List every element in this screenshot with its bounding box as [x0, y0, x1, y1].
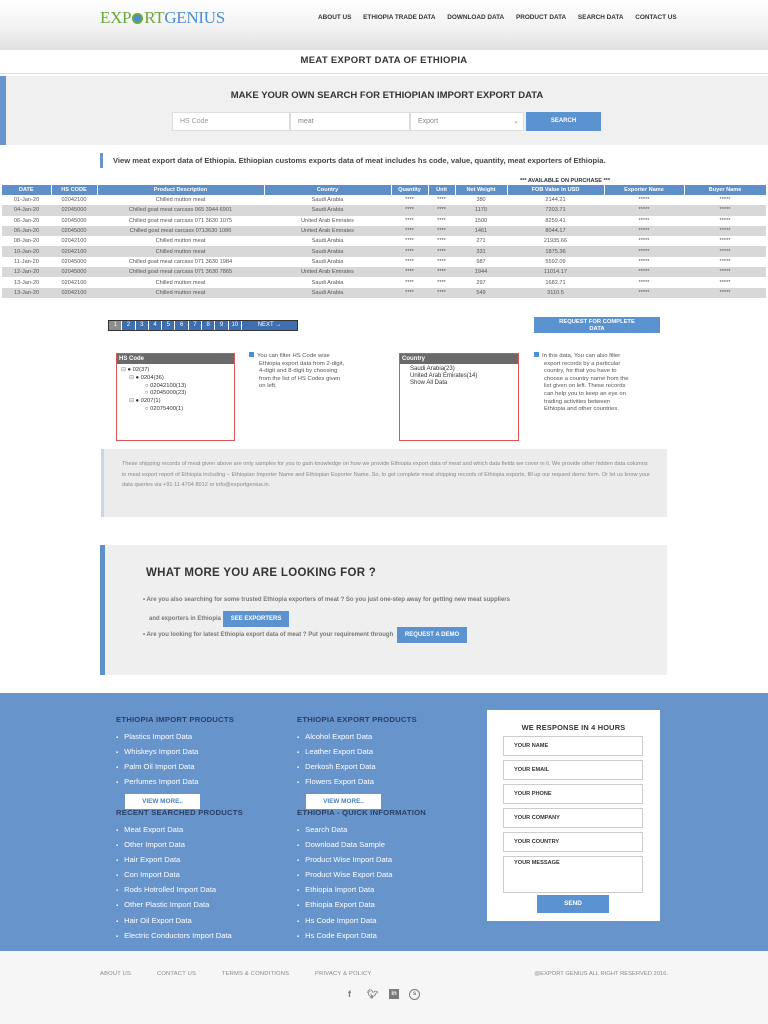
- what-more-heading: WHAT MORE YOU ARE LOOKING FOR ?: [146, 567, 377, 579]
- country-option[interactable]: United Arab Emirates(14): [410, 373, 478, 379]
- request-complete-data-button[interactable]: [534, 317, 660, 333]
- table-cell: *****: [604, 195, 684, 205]
- type-select[interactable]: [410, 112, 524, 131]
- type-select-value: Export: [418, 118, 439, 125]
- page-link[interactable]: 5: [162, 321, 175, 330]
- table-row: [2, 195, 766, 205]
- table-cell: Chilled goat meat carcass 065 3944 6901: [97, 205, 264, 215]
- table-cell: Saudi Arabia: [264, 288, 391, 298]
- table-cell: 1461: [455, 226, 507, 236]
- logo[interactable]: EXP RTGENIUS: [100, 8, 225, 27]
- table-cell: Chilled goat meat carcass 071 3630 1075: [97, 216, 264, 226]
- table-cell: *****: [604, 226, 684, 236]
- footer-link[interactable]: ▪ Whiskeys Import Data: [116, 745, 234, 760]
- table-header-cell: Net Weight: [455, 185, 507, 195]
- tree-node-label: 02(37): [132, 367, 150, 373]
- table-cell: 1500: [455, 216, 507, 226]
- table-cell: 987: [455, 257, 507, 267]
- footer-link[interactable]: ▪ Ethiopia Import Data: [297, 883, 426, 898]
- twitter-icon[interactable]: 🐦︎: [366, 989, 379, 999]
- facebook-icon[interactable]: f: [348, 989, 351, 999]
- page-link[interactable]: 7: [189, 321, 202, 330]
- what-more-section: [100, 545, 667, 675]
- table-cell: 7203.71: [507, 205, 604, 215]
- table-cell: 08-Jan-20: [2, 236, 51, 246]
- table-cell: 1875.36: [507, 246, 604, 256]
- table-cell: 331: [455, 246, 507, 256]
- chevron-down-icon: ⌄: [513, 118, 519, 125]
- request-btn-line2: DATA: [589, 325, 605, 332]
- divider: [0, 73, 768, 74]
- footer-quick-info: [297, 808, 426, 944]
- table-cell: ****: [428, 267, 455, 277]
- table-cell: ****: [391, 226, 428, 236]
- search-panel: [0, 76, 768, 145]
- table-cell: 10-Jan-20: [2, 246, 51, 256]
- tree-node-label: 02045000(23): [150, 390, 187, 397]
- footer-link[interactable]: ▪ Product Wise Import Data: [297, 853, 426, 868]
- table-header-cell: Product Description: [97, 185, 264, 195]
- table-row: [2, 267, 766, 277]
- table-cell: 13-Jan-20: [2, 288, 51, 298]
- table-cell: *****: [684, 257, 766, 267]
- table-header-cell: Unit: [428, 185, 455, 195]
- table-cell: *****: [684, 277, 766, 287]
- table-row: [2, 288, 766, 298]
- available-note: *** AVAILABLE ON PURCHASE ***: [520, 178, 611, 184]
- search-button[interactable]: SEARCH: [526, 112, 601, 131]
- table-cell: Chilled mutton meat: [97, 277, 264, 287]
- table-cell: Saudi Arabia: [264, 277, 391, 287]
- copyright: @EXPORT GENIUS ALL RIGHT RESERVED 2016.: [534, 971, 668, 977]
- table-cell: 8259.41: [507, 216, 604, 226]
- footer-col-title: RECENT SEARCHED PRODUCTS: [116, 808, 243, 817]
- table-cell: ****: [428, 205, 455, 215]
- table-cell: 8044.17: [507, 226, 604, 236]
- table-cell: ****: [428, 226, 455, 236]
- table-cell: 02042100: [51, 195, 97, 205]
- table-cell: ****: [391, 288, 428, 298]
- table-cell: ****: [428, 236, 455, 246]
- table-cell: 02045000: [51, 257, 97, 267]
- table-cell: *****: [604, 257, 684, 267]
- table-cell: United Arab Emirates: [264, 267, 391, 277]
- page-title: MEAT EXPORT DATA OF ETHIOPIA: [300, 55, 468, 66]
- country-filter-title: Country: [400, 354, 518, 364]
- table-cell: 02042100: [51, 246, 97, 256]
- footer-link[interactable]: ▪ Hair Oil Export Data: [116, 914, 243, 929]
- request-btn-line1: REQUEST FOR COMPLETE: [559, 318, 635, 325]
- nav-search-data[interactable]: SEARCH DATA: [577, 14, 624, 21]
- country-option[interactable]: Show All Data: [410, 380, 448, 386]
- table-cell: Chilled mutton meat: [97, 288, 264, 298]
- page-link[interactable]: 2: [122, 321, 135, 330]
- country-option[interactable]: Saudi Arabia(23): [410, 366, 455, 372]
- hs-filter-help: You can filter HS Code wise Ethiopia export data from 2-digit, 4-digit and 8-digit by choosing from the list of HS Codes given on left.: [249, 352, 344, 391]
- footer-link[interactable]: ▪ Alcohol Export Data: [297, 730, 417, 745]
- linkedin-icon[interactable]: in: [389, 989, 399, 999]
- tree-node-label: 02042100(13): [150, 382, 187, 389]
- hs-code-filter[interactable]: [116, 353, 235, 441]
- footer-link[interactable]: ▪ Palm Oil Import Data: [116, 760, 234, 775]
- footer-link[interactable]: ▪ Con Import Data: [116, 868, 243, 883]
- bottom-link-terms[interactable]: TERMS & CONDITIONS: [221, 971, 290, 977]
- table-cell: ****: [391, 205, 428, 215]
- table-cell: 1170: [455, 205, 507, 215]
- table-cell: *****: [604, 246, 684, 256]
- page-link[interactable]: 4: [149, 321, 162, 330]
- table-cell: 02045000: [51, 267, 97, 277]
- table-cell: *****: [684, 246, 766, 256]
- footer-import-products: [116, 715, 234, 809]
- tree-node[interactable]: ○ 02045000(23): [145, 390, 187, 397]
- footer-link[interactable]: ▪ Other Import Data: [116, 838, 243, 853]
- table-header-cell: Buyer Name: [684, 185, 766, 195]
- bottom-bar: [0, 951, 768, 1024]
- table-cell: *****: [684, 288, 766, 298]
- question-demo: • Are you looking for latest Ethiopia export data of meat ? Put your requirement through REQUEST A DEMO: [143, 627, 467, 643]
- footer-link[interactable]: ▪ Hair Export Data: [116, 853, 243, 868]
- table-cell: *****: [604, 288, 684, 298]
- table-cell: Chilled mutton meat: [97, 246, 264, 256]
- table-cell: *****: [604, 267, 684, 277]
- table-cell: ****: [391, 236, 428, 246]
- table-cell: *****: [684, 216, 766, 226]
- country-field[interactable]: YOUR COUNTRY: [503, 832, 643, 852]
- table-cell: 02042100: [51, 288, 97, 298]
- table-cell: 02045000: [51, 226, 97, 236]
- table-cell: ****: [428, 257, 455, 267]
- form-title: WE RESPONSE IN 4 HOURS: [521, 723, 626, 732]
- table-row: [2, 236, 766, 246]
- country-filter[interactable]: [399, 353, 519, 441]
- tree-node[interactable]: ⊟ ● 02(37): [121, 367, 150, 373]
- table-header-cell: Country: [264, 185, 391, 195]
- sample-notes: These shipping records of meat given above are only samples for you to gain knowledge on how we provide Ethiopia export data of meat and which data fields we cover in it. We provide other hidden data columns in meat export report of Ethiopia including – Ethiopian Importer Name and Ethiopian Exporter Name. So, to get complete meat shipping records of Ethiopia exports, fill up our request demo form. Or let us know your data queries via +91 11 4704 8012 or info@exportgenius.in.: [101, 449, 667, 517]
- table-cell: 01-Jan-20: [2, 195, 51, 205]
- page-link[interactable]: 1: [109, 321, 122, 330]
- page-link[interactable]: 9: [215, 321, 228, 330]
- skype-icon[interactable]: s: [409, 989, 420, 1000]
- footer-link[interactable]: ▪ Hs Code Export Data: [297, 929, 426, 944]
- table-header-cell: Exporter Name: [604, 185, 684, 195]
- nav-download-data[interactable]: DOWNLOAD DATA: [447, 14, 505, 21]
- footer-col-title: ETHIOPIA - QUICK INFORMATION: [297, 808, 427, 817]
- footer-link[interactable]: ▪ Electric Conductors Import Data: [116, 929, 243, 944]
- checkbox-icon: [534, 352, 539, 357]
- table-cell: 1682.71: [507, 277, 604, 287]
- hs-code-tree: [117, 364, 234, 414]
- table-cell: ****: [428, 288, 455, 298]
- table-cell: 5592.09: [507, 257, 604, 267]
- table-row: [2, 226, 766, 236]
- footer-link[interactable]: ▪ Derkosh Export Data: [297, 760, 417, 775]
- table-header-row: [2, 185, 766, 195]
- site-header: [0, 0, 768, 50]
- table-cell: *****: [684, 226, 766, 236]
- footer-link[interactable]: ▪ Rods Hotrolled Import Data: [116, 883, 243, 898]
- table-row: [2, 246, 766, 256]
- table-cell: 1944: [455, 267, 507, 277]
- page-link[interactable]: 3: [136, 321, 149, 330]
- footer-link[interactable]: ▪ Product Wise Export Data: [297, 868, 426, 883]
- footer-link[interactable]: ▪ Meat Export Data: [116, 823, 243, 838]
- page-link[interactable]: 10: [229, 321, 242, 330]
- message-field[interactable]: YOUR MESSAGE: [503, 856, 643, 893]
- footer-link[interactable]: ▪ Ethiopia Export Data: [297, 898, 426, 913]
- table-cell: ****: [428, 195, 455, 205]
- table-cell: *****: [684, 205, 766, 215]
- bottom-link-about[interactable]: ABOUT US: [100, 971, 132, 977]
- table-cell: United Arab Emirates: [264, 216, 391, 226]
- contact-form: [487, 710, 660, 921]
- table-cell: 11014.17: [507, 267, 604, 277]
- table-cell: 04-Jan-20: [2, 205, 51, 215]
- table-row: [2, 205, 766, 215]
- footer-export-products: [297, 715, 417, 809]
- table-cell: *****: [604, 205, 684, 215]
- intro-text: View meat export data of Ethiopia. Ethiopian customs exports data of meat includes hs code, value, quantity, meat exporters of Ethiopia.: [100, 153, 660, 168]
- question-exporters: • Are you also searching for some trusted Ethiopia exporters of meat ? So you just one-step away for getting new meat suppliers: [143, 597, 510, 603]
- table-cell: Chilled goat meat carcass 071 3630 7865: [97, 267, 264, 277]
- send-button[interactable]: SEND: [537, 895, 609, 913]
- footer-link[interactable]: ▪ Download Data Sample: [297, 838, 426, 853]
- question-exporters-cont: and exporters in Ethiopia SEE EXPORTERS: [149, 611, 289, 627]
- export-data-table: [2, 185, 767, 298]
- country-filter-help: In this data, You can also filter export records by a particular country, for that you have to choose a country name from the list given on left. These records can help you to keep an eye on trading activities between Ethiopia and other countries.: [534, 352, 628, 414]
- tree-node[interactable]: ⊟ ● 0204(36): [129, 374, 164, 381]
- table-cell: 271: [455, 236, 507, 246]
- table-cell: ****: [391, 267, 428, 277]
- checkbox-icon: [249, 352, 254, 357]
- table-cell: 06-Jan-20: [2, 216, 51, 226]
- next-page-button[interactable]: NEXT →: [242, 321, 297, 330]
- table-cell: 380: [455, 195, 507, 205]
- table-cell: *****: [604, 277, 684, 287]
- table-cell: ****: [428, 246, 455, 256]
- footer-link[interactable]: ▪ Plastics Import Data: [116, 730, 234, 745]
- table-cell: 02042100: [51, 277, 97, 287]
- nav-contact-us[interactable]: CONTACT US: [635, 14, 677, 21]
- footer-link[interactable]: ▪ Search Data: [297, 823, 426, 838]
- nav-ethiopia-trade-data[interactable]: ETHIOPIA TRADE DATA: [363, 14, 436, 21]
- request-demo-button[interactable]: REQUEST A DEMO: [397, 627, 467, 643]
- table-row: [2, 257, 766, 267]
- tree-node[interactable]: ⊟ ● 0207(1): [129, 398, 161, 405]
- tree-node-label: 02075400(1): [150, 405, 184, 412]
- footer-col-title: ETHIOPIA EXPORT PRODUCTS: [297, 715, 417, 724]
- table-cell: 2144.21: [507, 195, 604, 205]
- table-cell: *****: [684, 267, 766, 277]
- company-field[interactable]: YOUR COMPANY: [503, 808, 643, 828]
- table-cell: 13-Jan-20: [2, 277, 51, 287]
- table-cell: ****: [391, 246, 428, 256]
- footer-recent-searched: [116, 808, 243, 944]
- tree-node[interactable]: ○ 02075400(1): [145, 405, 184, 412]
- table-cell: 3110.5: [507, 288, 604, 298]
- table-cell: ****: [391, 257, 428, 267]
- table-cell: 02042100: [51, 236, 97, 246]
- table-cell: ****: [391, 195, 428, 205]
- email-field[interactable]: YOUR EMAIL: [503, 760, 643, 780]
- table-header-cell: FOB Value In USD: [507, 185, 604, 195]
- table-cell: 11-Jan-20: [2, 257, 51, 267]
- tree-node-label: 0207(1): [140, 398, 161, 405]
- globe-icon: [132, 13, 143, 24]
- table-cell: Chilled goat meat carcass 071 3630 1984: [97, 257, 264, 267]
- table-cell: *****: [684, 195, 766, 205]
- table-cell: 12-Jan-20: [2, 267, 51, 277]
- table-header-cell: DATE: [2, 185, 51, 195]
- table-cell: 297: [455, 277, 507, 287]
- footer-link[interactable]: ▪ Leather Export Data: [297, 745, 417, 760]
- nav-about-us[interactable]: ABOUT US: [318, 14, 352, 21]
- table-row: [2, 216, 766, 226]
- hs-code-filter-title: HS Code: [117, 354, 234, 364]
- table-cell: *****: [604, 236, 684, 246]
- table-cell: 06-Jan-20: [2, 226, 51, 236]
- table-cell: *****: [604, 216, 684, 226]
- table-cell: Chilled mutton meat: [97, 195, 264, 205]
- table-row: [2, 277, 766, 287]
- keyword-input[interactable]: meat: [290, 112, 410, 131]
- bottom-link-privacy[interactable]: PRIVACY & POLICY: [315, 971, 372, 977]
- table-cell: Saudi Arabia: [264, 246, 391, 256]
- footer-link[interactable]: ▪ Hs Code Import Data: [297, 914, 426, 929]
- nav-product-data[interactable]: PRODUCT DATA: [515, 14, 567, 21]
- table-cell: ****: [391, 216, 428, 226]
- table-cell: ****: [391, 277, 428, 287]
- table-cell: Saudi Arabia: [264, 205, 391, 215]
- view-more-button[interactable]: VIEW MORE..: [306, 794, 381, 809]
- tree-node[interactable]: ○ 02042100(13): [145, 382, 187, 389]
- table-cell: 21935.66: [507, 236, 604, 246]
- footer-link[interactable]: ▪ Flowers Export Data: [297, 775, 417, 790]
- page-link[interactable]: 6: [175, 321, 188, 330]
- table-cell: Chilled goat meat carcass 0713630 1086: [97, 226, 264, 236]
- phone-field[interactable]: YOUR PHONE: [503, 784, 643, 804]
- table-cell: Saudi Arabia: [264, 236, 391, 246]
- table-header-cell: HS CODE: [51, 185, 97, 195]
- search-heading: MAKE YOUR OWN SEARCH FOR ETHIOPIAN IMPORT EXPORT DATA: [230, 90, 544, 101]
- top-nav: [318, 14, 687, 21]
- table-cell: Saudi Arabia: [264, 195, 391, 205]
- table-cell: 549: [455, 288, 507, 298]
- name-field[interactable]: YOUR NAME: [503, 736, 643, 756]
- social-icons: [343, 989, 420, 1000]
- footer-link[interactable]: ▪ Perfumes Import Data: [116, 775, 234, 790]
- view-more-button[interactable]: VIEW MORE..: [125, 794, 200, 809]
- country-list: [400, 364, 518, 387]
- table-cell: 02045000: [51, 205, 97, 215]
- see-exporters-button[interactable]: SEE EXPORTERS: [223, 611, 290, 627]
- table-cell: 02045000: [51, 216, 97, 226]
- page-link[interactable]: 8: [202, 321, 215, 330]
- table-cell: United Arab Emirates: [264, 226, 391, 236]
- table-cell: Chilled mutton meat: [97, 236, 264, 246]
- pagination: [108, 320, 298, 331]
- table-header-cell: Quantity: [391, 185, 428, 195]
- table-cell: ****: [428, 216, 455, 226]
- table-cell: Saudi Arabia: [264, 257, 391, 267]
- hs-code-input[interactable]: HS Code: [172, 112, 290, 131]
- footer-link[interactable]: ▪ Other Plastic Import Data: [116, 898, 243, 913]
- table-cell: *****: [684, 236, 766, 246]
- bottom-link-contact[interactable]: CONTACT US: [156, 971, 197, 977]
- bottom-links: [100, 971, 395, 977]
- footer-col-title: ETHIOPIA IMPORT PRODUCTS: [116, 715, 235, 724]
- table-cell: ****: [428, 277, 455, 287]
- tree-node-label: 0204(36): [140, 374, 164, 381]
